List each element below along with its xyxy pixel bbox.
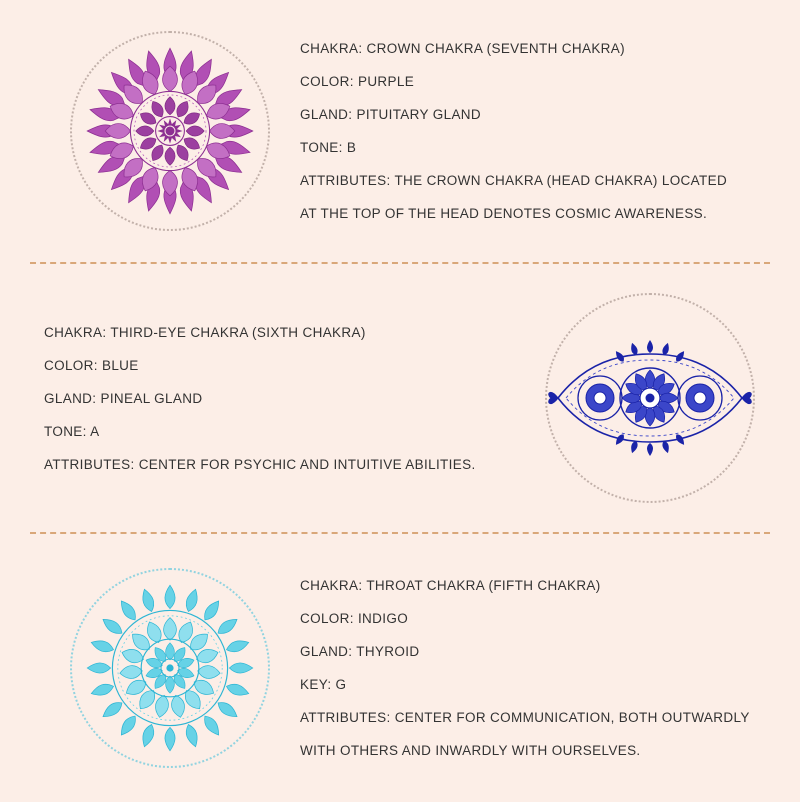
throat-chakra-art-column	[40, 568, 300, 768]
throat-line-key: KEY: G	[300, 677, 347, 692]
throat-line-color: COLOR: INDIGO	[300, 611, 409, 626]
crown-chakra-art	[70, 31, 270, 231]
third-eye-line-tone: TONE: A	[44, 423, 100, 439]
throat-chakra-mandala-icon	[80, 578, 260, 758]
third-eye-chakra-text-column	[44, 316, 520, 481]
throat-line-gland: GLAND: THYROID	[300, 644, 420, 659]
crown-line-attributes-2: AT THE TOP OF THE HEAD DENOTES COSMIC AWARENESS.	[300, 206, 708, 221]
third-eye-line-attributes: ATTRIBUTES: CENTER FOR PSYCHIC AND INTUITIVE ABILITIES.	[44, 456, 476, 472]
throat-line-attributes-2: WITH OTHERS AND INWARDLY WITH OURSELVES.	[300, 743, 641, 758]
third-eye-chakra-art	[545, 293, 755, 503]
third-eye-line-color: COLOR: BLUE	[44, 357, 139, 373]
third-eye-line-gland: GLAND: PINEAL GLAND	[44, 390, 203, 406]
section-third-eye-chakra	[0, 264, 800, 532]
third-eye-chakra-mandala-icon	[545, 298, 755, 498]
throat-chakra-art	[70, 568, 270, 768]
crown-chakra-text-column	[300, 32, 800, 230]
crown-line-color: COLOR: PURPLE	[300, 74, 415, 89]
throat-chakra-text-column	[300, 569, 800, 767]
crown-line-tone: TONE: B	[300, 140, 357, 155]
third-eye-chakra-art-column	[520, 293, 780, 503]
crown-line-chakra: CHAKRA: CROWN CHAKRA (SEVENTH CHAKRA)	[300, 41, 625, 56]
crown-chakra-art-column	[40, 31, 300, 231]
crown-line-gland: GLAND: PITUITARY GLAND	[300, 107, 481, 122]
crown-line-attributes-1: ATTRIBUTES: THE CROWN CHAKRA (HEAD CHAKRA) LOCATED	[300, 173, 728, 188]
third-eye-line-chakra: CHAKRA: THIRD-EYE CHAKRA (SIXTH CHAKRA)	[44, 324, 366, 340]
section-crown-chakra	[0, 0, 800, 262]
crown-chakra-mandala-icon	[80, 41, 260, 221]
section-throat-chakra	[0, 534, 800, 802]
throat-line-chakra: CHAKRA: THROAT CHAKRA (FIFTH CHAKRA)	[300, 578, 601, 593]
throat-line-attributes-1: ATTRIBUTES: CENTER FOR COMMUNICATION, BOTH OUTWARDLY	[300, 710, 750, 725]
